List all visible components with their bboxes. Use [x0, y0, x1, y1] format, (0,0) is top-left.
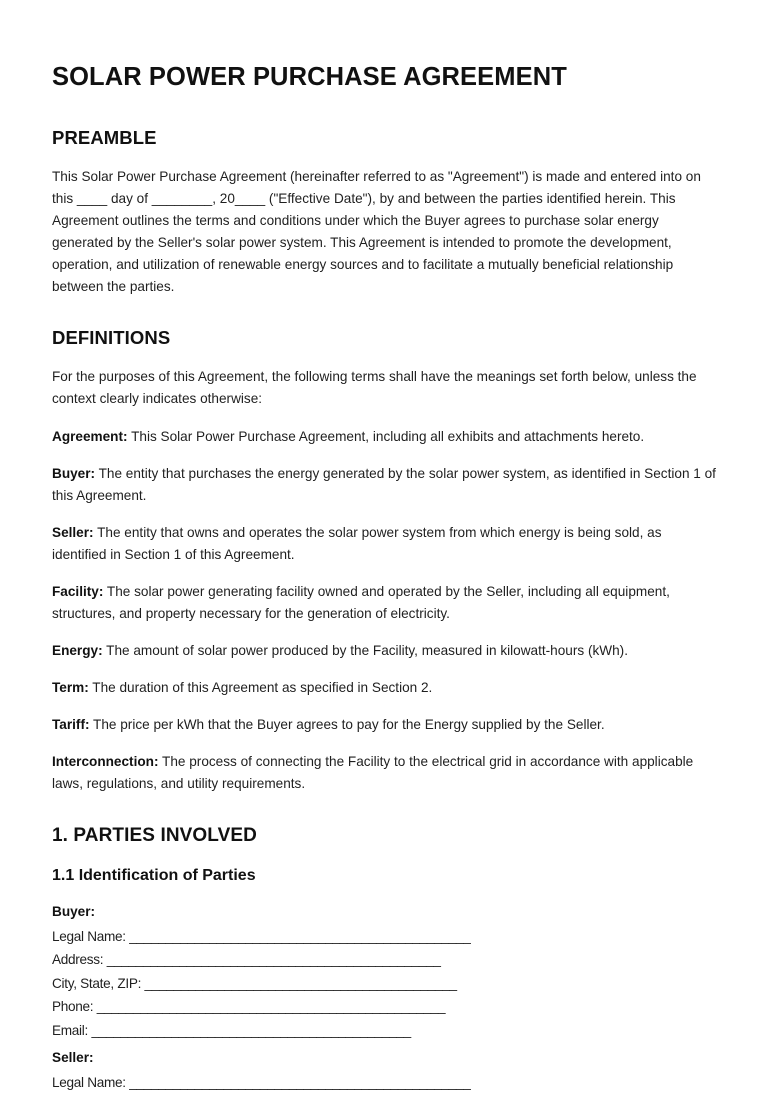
section-1-heading: 1. PARTIES INVOLVED [52, 825, 257, 847]
definitions-heading: DEFINITIONS [52, 326, 171, 348]
buyer-party-block [52, 904, 718, 1042]
seller-party-block [52, 1050, 718, 1094]
section-1-1-heading: 1.1 Identification of Parties [52, 867, 256, 885]
definition-text: The duration of this Agreement as specified in Section 2. [88, 679, 433, 695]
buyer-email-field[interactable]: Email: ____________________________________________ [52, 1022, 411, 1038]
definition-text: The amount of solar power produced by the Facility, measured in kilowatt-hours (kWh). [102, 642, 628, 658]
definition-term: Term: [52, 679, 89, 695]
definition-text: The process of connecting the Facility to the electrical grid in accordance with applicable laws, regulations, and utility requirements. [52, 754, 694, 792]
buyer-phone-field[interactable]: Phone: ________________________________________________ [52, 999, 446, 1015]
definition-term: Buyer: [52, 465, 96, 481]
definition-item [52, 640, 718, 662]
definition-text: The entity that purchases the energy generated by the solar power system, as identified in Section 1 of this Agreement. [52, 465, 716, 503]
definition-text: This Solar Power Purchase Agreement, including all exhibits and attachments hereto. [127, 428, 645, 444]
definition-term: Tariff: [52, 716, 90, 732]
definitions-intro: For the purposes of this Agreement, the following terms shall have the meanings set forth below, unless the context clearly indicates otherwise: [52, 368, 697, 406]
page-title: SOLAR POWER PURCHASE AGREEMENT [52, 63, 567, 91]
buyer-city-state-zip-field[interactable]: City, State, ZIP: ___________________________________________ [52, 975, 457, 991]
buyer-legal-name-field[interactable]: Legal Name: _______________________________________________ [52, 929, 471, 945]
definition-item [52, 714, 718, 736]
definition-term: Interconnection: [52, 754, 159, 769]
seller-legal-name-field[interactable]: Legal Name: _______________________________________________ [52, 1074, 471, 1090]
definition-item [52, 677, 718, 699]
definition-item [52, 581, 718, 625]
definition-text: The price per kWh that the Buyer agrees to pay for the Energy supplied by the Seller. [89, 716, 605, 732]
definition-item [52, 426, 718, 448]
definition-term: Agreement: [52, 428, 128, 444]
preamble-heading: PREAMBLE [52, 126, 157, 148]
buyer-address-field[interactable]: Address: ______________________________________________ [52, 952, 441, 968]
definition-term: Seller: [52, 524, 94, 540]
definition-text: The entity that owns and operates the solar power system from which energy is being sold, as identified in Section 1 of this Agreement. [52, 524, 662, 562]
seller-label: Seller: [52, 1049, 94, 1065]
definition-term: Facility: [52, 583, 104, 599]
definition-item [52, 522, 718, 566]
definition-item [52, 751, 718, 795]
definition-term: Energy: [52, 642, 103, 658]
definition-item [52, 463, 718, 507]
definition-text: The solar power generating facility owned and operated by the Seller, including all equipment, structures, and property necessary for the generation of electricity. [52, 583, 670, 621]
buyer-label: Buyer: [52, 904, 96, 920]
preamble-text: This Solar Power Purchase Agreement (hereinafter referred to as "Agreement") is made and entered into on this ____ day of ________, 20____ ("Effective Date"), by and between the parties identified herein. This Agreement outlines the terms and conditions under which the Buyer agrees to purchase solar energy generated by the Seller's solar power system. This Agreement is intended to promote the development, operation, and utilization of renewable energy sources and to facilitate a mutually beneficial relationship between the parties. [52, 168, 701, 295]
